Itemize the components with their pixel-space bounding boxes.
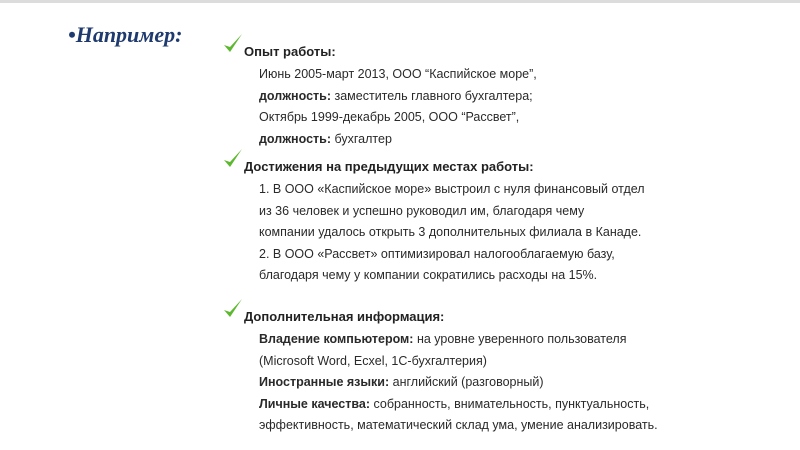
section-header [222, 38, 537, 64]
text-line: из 36 человек и успешно руководил им, благодаря чему [259, 203, 585, 218]
text-line: Октябрь 1999-декабрь 2005, ООО “Рассвет”, [259, 110, 520, 124]
text-line: Иностранные языки: английский (разговорный) [259, 375, 544, 389]
text-line: Личные качества: собранность, внимательность, пунктуальность, [259, 396, 650, 411]
section-lines [259, 329, 658, 437]
checkmark-icon [222, 147, 244, 171]
intro-label: Например: [75, 22, 183, 47]
checkmark-icon [222, 297, 244, 321]
text-line: компании удалось открыть 3 дополнительных филиала в Канаде. [259, 225, 642, 239]
section-header [222, 153, 645, 179]
text-line: благодаря чему у компании сократились расходы на 15%. [259, 268, 598, 282]
text-line: Июнь 2005-март 2013, ООО “Каспийское море”, [259, 67, 537, 81]
text-line: должность: бухгалтер [259, 131, 392, 146]
section-title: Дополнительная информация: [244, 309, 445, 324]
section-achievements [222, 153, 645, 287]
top-divider [0, 0, 800, 3]
section-title: Достижения на предыдущих местах работы: [244, 159, 534, 174]
section-header [222, 303, 658, 329]
text-line: (Microsoft Word, Ecxel, 1С-бухгалтерия) [259, 353, 487, 368]
text-line: 2. В ООО «Рассвет» оптимизировал налогооблагаемую базу, [259, 246, 615, 261]
checkmark-icon [222, 32, 244, 56]
intro-bullet: • [68, 22, 76, 47]
text-line: должность: заместитель главного бухгалтера; [259, 88, 533, 103]
section-work-experience [222, 38, 537, 150]
section-title: Опыт работы: [244, 44, 336, 59]
section-additional-info [222, 303, 658, 437]
text-line: эффективность, математический склад ума, умение анализировать. [259, 418, 658, 432]
text-line: 1. В ООО «Каспийское море» выстроил с нуля финансовый отдел [259, 182, 645, 196]
section-lines [259, 64, 537, 150]
section-lines [259, 179, 645, 287]
intro-heading [68, 22, 182, 48]
text-line: Владение компьютером: на уровне уверенного пользователя [259, 332, 627, 346]
